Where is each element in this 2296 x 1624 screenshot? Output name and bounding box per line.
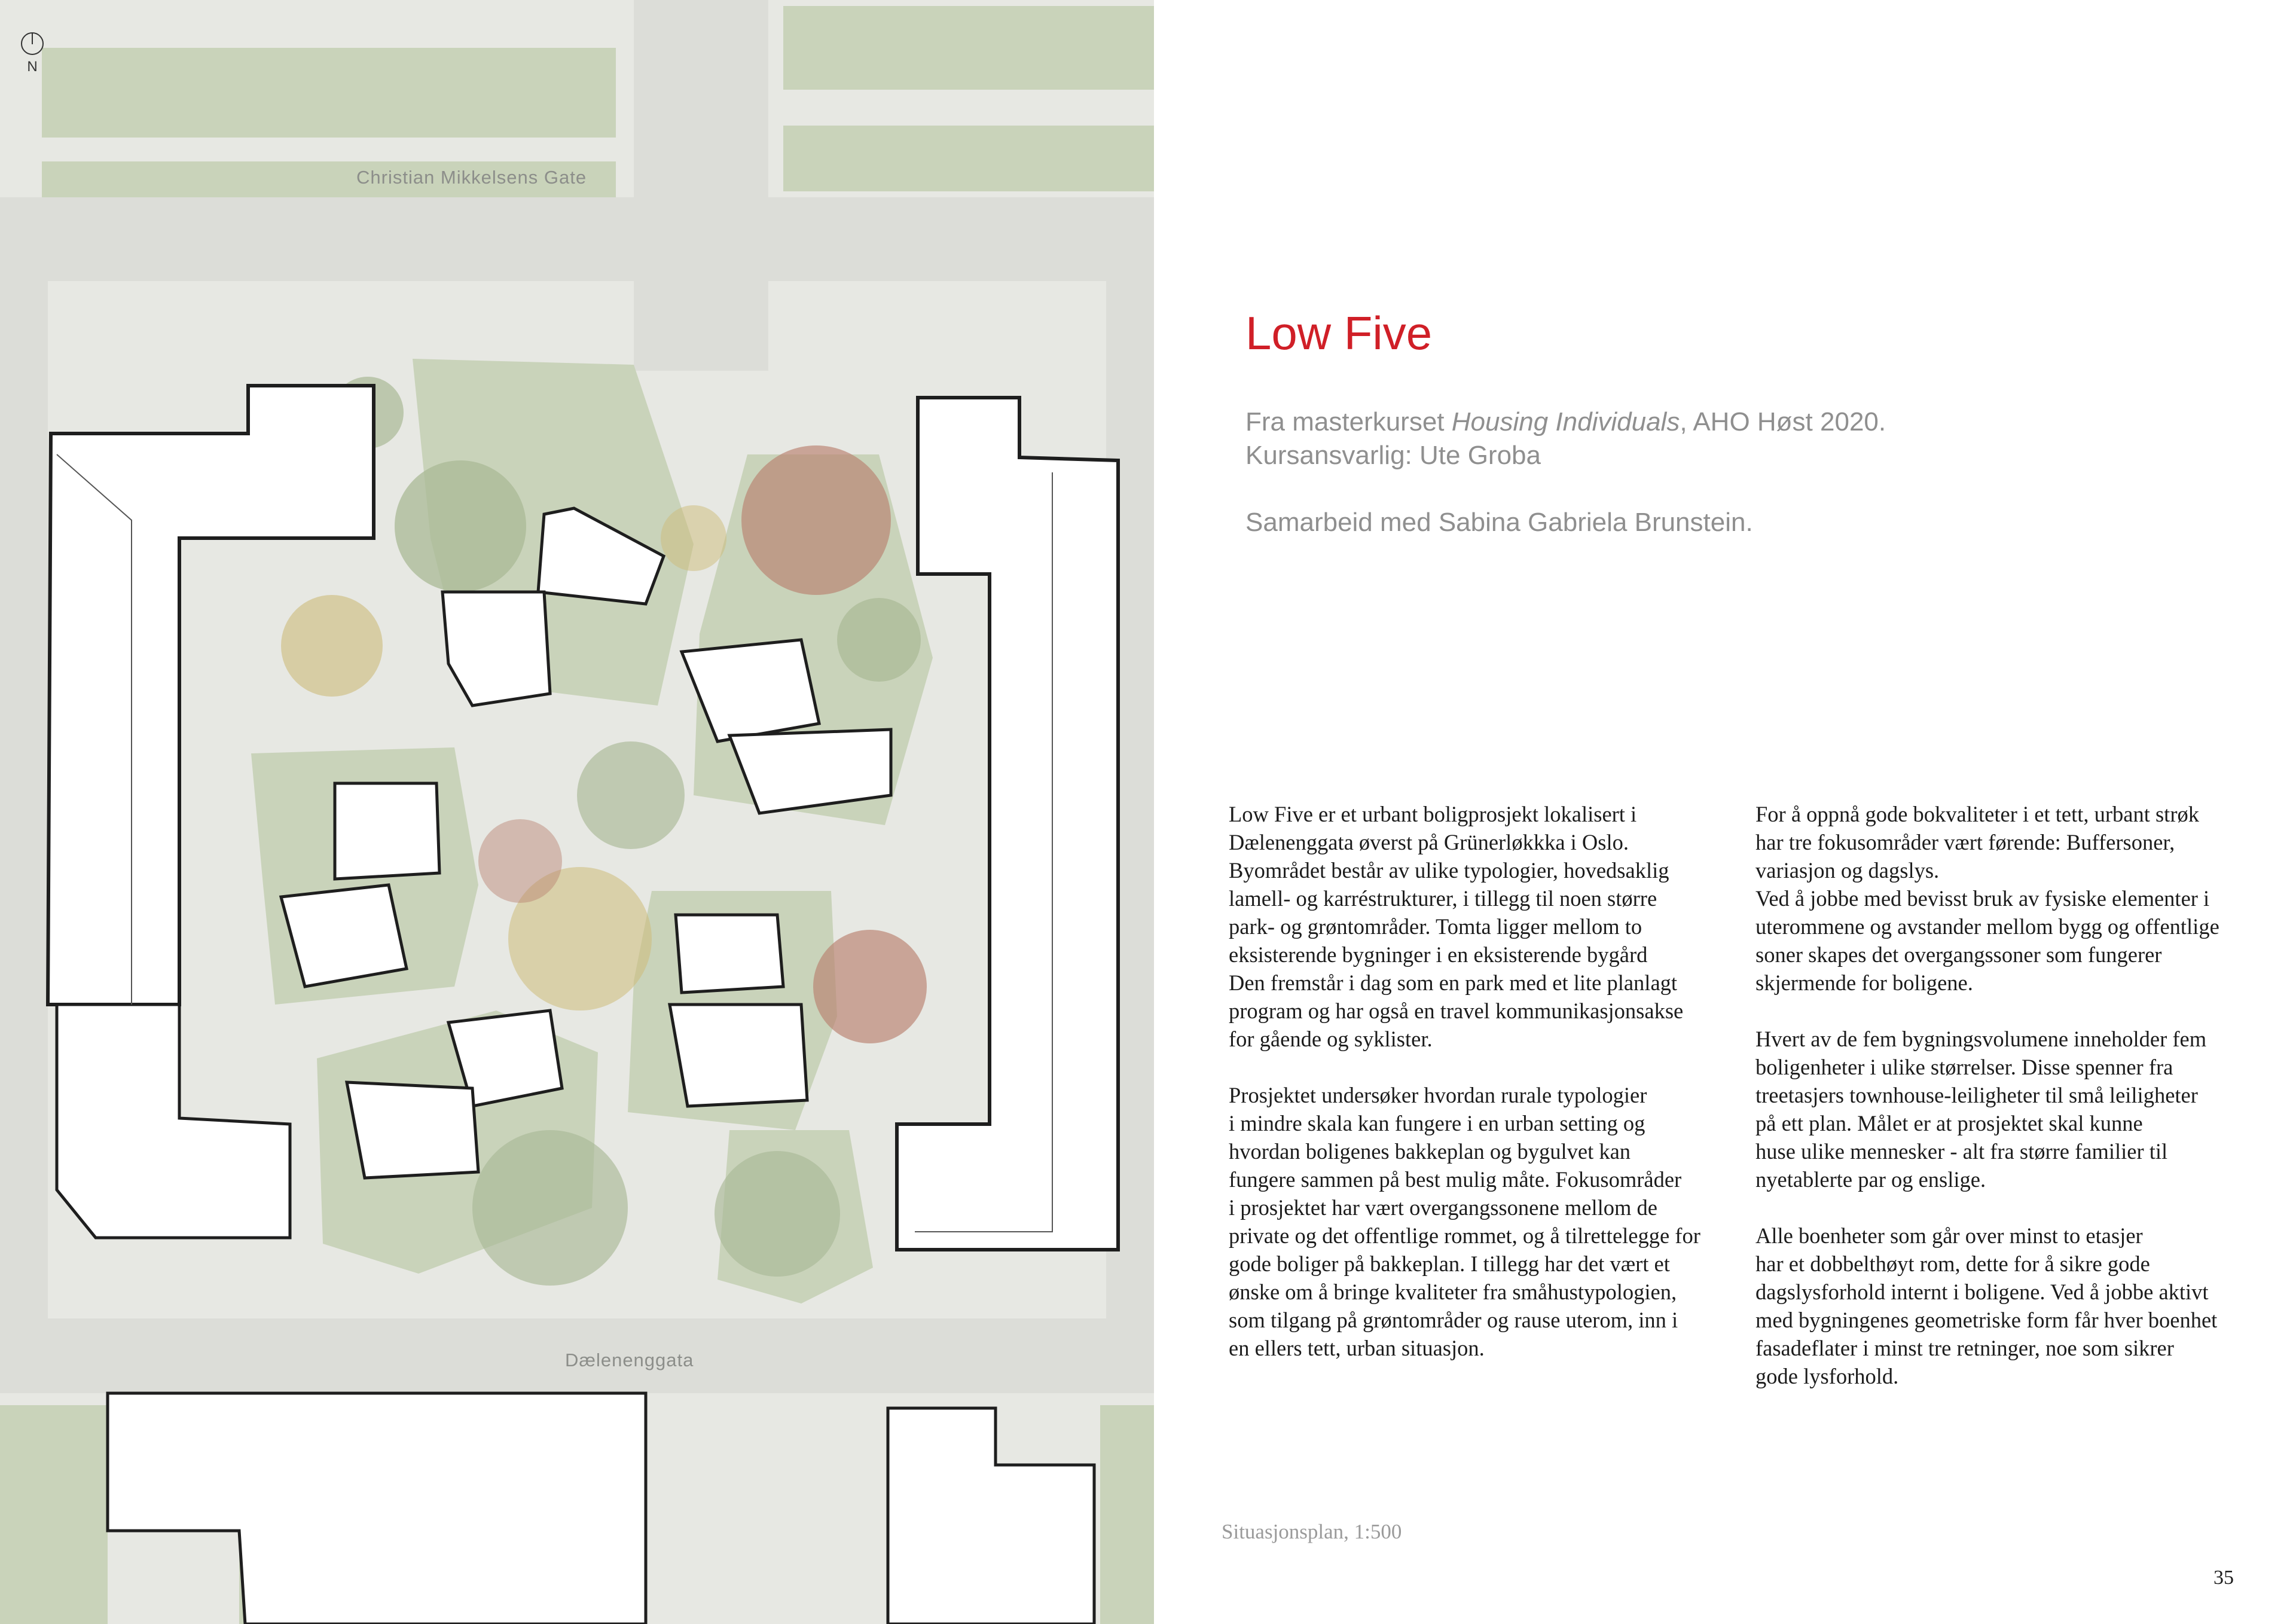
tree-yellow	[661, 505, 726, 571]
grass-bottom-left	[0, 1405, 108, 1624]
street-label-top: Christian Mikkelsens Gate	[356, 167, 587, 188]
north-arrow	[20, 32, 44, 75]
course-name: Housing Individuals	[1451, 407, 1680, 436]
body-column-2: For å oppnå gode bokvaliteter i et tett, urbant strøk har tre fokusområder vært førende: Buffersoner, variasjon og dagslys. Ved å jobbe med bevisst bruk av fysiske elementer i uterommene og avstander mellom bygg og offentlige soner skapes det overgangssoner som fungerer skjermende for boligene. Hvert av de fem bygningsvolumene inneholder fem boligenheter i ulike størrelser. Disse spenner fra treetasjers townhouse-leiligheter til små leiligheter på ett plan. Målet er at prosjektet skal kunne huse ulike mennesker - alt fra større familier til nyetablerte par og enslige. Alle boenheter som går over minst to etasjer har et dobbelthøyt rom, dette for å sikre gode dagslysforhold internt i boligene. Ved å jobbe aktivt med bygningenes geometriske form får hver boenhet fasadeflater i minst tre retninger, noe som sikrer gode lysforhold.	[1755, 802, 2219, 1388]
course-prefix: Fra masterkurset	[1245, 407, 1452, 436]
grass-strip-top-2	[783, 6, 1154, 90]
existing-building-left-wing	[57, 1005, 290, 1238]
course-responsible: Kursansvarlig: Ute Groba	[1245, 441, 1541, 470]
tree-green	[837, 598, 921, 682]
course-suffix: , AHO Høst 2020.	[1680, 407, 1886, 436]
page-title: Low Five	[1245, 307, 1433, 359]
path-north	[634, 0, 768, 371]
tree-red	[741, 445, 891, 595]
building-bottom-right	[888, 1408, 1094, 1624]
street-top	[0, 197, 1154, 281]
north-label: N	[27, 59, 38, 75]
page-number: 35	[2213, 1567, 2234, 1589]
existing-building-right	[897, 398, 1118, 1250]
body-column-1: Low Five er et urbant boligprosjekt lokalisert i Dælenenggata øverst på Grünerløkkka i Oslo. Byområdet består av ulike typologier, hovedsaklig lamell- og karréstrukturer, i tillegg til noen større park- og grøntområder. Tomta ligger mellom to eksisterende bygninger i en eksisterende bygård Den fremstår i dag som en park med et lite planlagt program og har også en travel kommunikasjonsakse for gående og syklister. Prosjektet undersøker hvordan rurale typologier i mindre skala kan fungere i en urban setting og hvordan boligenes bakkeplan og bygulvet kan fungere sammen på best mulig måte. Fokusområder i prosjektet har vært overgangssonene mellom de private og det offentlige rommet, og å tilrettelegge for gode boliger på bakkeplan. I tillegg har det vært et ønske om å bringe kvaliteter fra småhustypologien, som tilgang på grøntområder og rause uterom, inn i en ellers tett, urban situasjon.	[1229, 802, 1700, 1360]
figure-caption: Situasjonsplan, 1:500	[1222, 1520, 1402, 1543]
tree-green	[715, 1151, 840, 1277]
grass-bottom-right	[1100, 1405, 1154, 1624]
tree-red	[813, 930, 927, 1043]
grass-strip-top-1	[42, 48, 616, 138]
tree-yellow	[281, 595, 383, 697]
building-bottom-left	[108, 1393, 646, 1624]
collaboration-line: Samarbeid med Sabina Gabriela Brunstein.	[1245, 508, 1753, 537]
path-west	[0, 251, 48, 1339]
north-arrow-icon	[21, 32, 44, 55]
tree-green	[472, 1130, 628, 1286]
tree-green	[395, 460, 526, 592]
street-label-bottom: Dælenenggata	[565, 1350, 694, 1370]
course-line	[1245, 405, 1886, 439]
tree-red	[478, 819, 562, 903]
grass-strip-top-3	[783, 126, 1154, 191]
tree-green	[577, 741, 685, 849]
